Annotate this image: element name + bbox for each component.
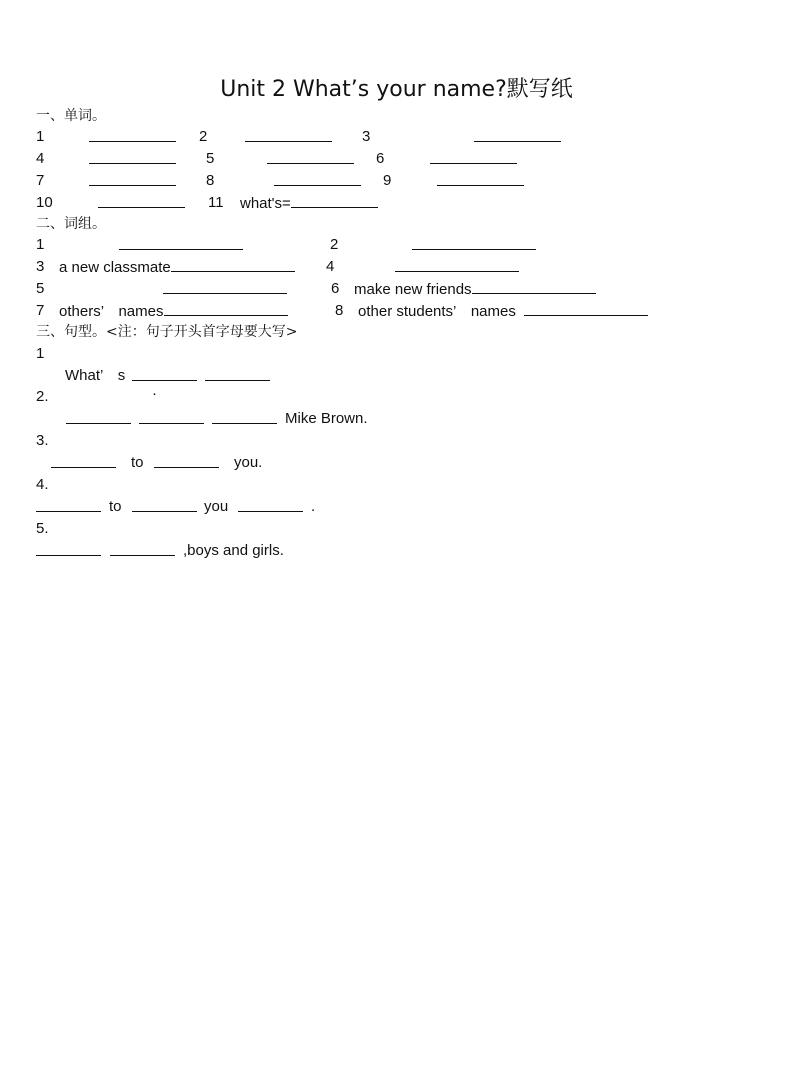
phrases-row-1 [36,235,756,255]
sentence-number: 1 [36,345,45,362]
answer-blank[interactable] [164,301,288,316]
item-number: 11 [208,194,224,211]
sentence-number: 3. [36,432,49,449]
item-number: 7 [36,302,45,319]
sentence-text: Mike Brown. [285,410,368,427]
answer-blank[interactable] [132,366,197,381]
sentence-text: you. [234,454,263,471]
answer-blank[interactable] [395,257,519,272]
answer-blank[interactable] [205,366,270,381]
sentence-1 [36,366,756,386]
sentence-text: What’ s [65,367,126,384]
item-text: a new classmate [59,259,171,276]
sentence-4 [36,497,756,517]
answer-blank[interactable] [524,301,648,316]
answer-blank[interactable] [98,193,185,208]
item-number: 6 [376,150,385,167]
answer-blank[interactable] [274,171,361,186]
item-number: 3 [36,258,45,275]
answer-blank[interactable] [437,171,524,186]
answer-blank[interactable] [89,127,176,142]
answer-blank[interactable] [472,279,596,294]
answer-blank[interactable] [412,235,536,250]
sentence-2 [36,409,756,429]
words-row-3 [36,171,756,191]
sentence-number: 5. [36,520,49,537]
sentence-text: you [204,498,229,515]
answer-blank[interactable] [51,453,116,468]
answer-blank[interactable] [430,149,517,164]
words-row-2 [36,149,756,169]
answer-blank[interactable] [119,235,243,250]
answer-blank[interactable] [132,497,197,512]
item-number: 6 [331,280,340,297]
item-number: 9 [383,172,392,189]
sentence-3 [36,453,756,473]
answer-blank[interactable] [267,149,354,164]
words-row-4 [36,193,756,213]
sentence-text: to [131,454,144,471]
item-text: other students’ names [358,303,516,320]
item-number: 1 [36,128,45,145]
answer-blank[interactable] [36,497,101,512]
item-text: make new friends [354,281,472,298]
sentence-text: to [109,498,122,515]
sentence-text: . [311,498,316,515]
item-number: 2 [199,128,208,145]
item-number: 2 [330,236,339,253]
section-heading-phrases: 二、词组。 [36,216,106,232]
stray-dot: · [152,385,157,402]
sentence-5 [36,541,756,561]
item-number: 4 [326,258,335,275]
item-text: what's= [240,195,291,212]
page-title: Unit 2 What’s your name?默写纸 [220,77,573,102]
answer-blank[interactable] [474,127,561,142]
item-number: 5 [36,280,45,297]
phrases-row-3 [36,279,756,299]
item-number: 10 [36,194,53,211]
answer-blank[interactable] [89,171,176,186]
sentence-number: 2. [36,388,49,405]
answer-blank[interactable] [171,257,295,272]
sentence-2-number-row [36,387,756,407]
item-text: others’ names [59,303,164,320]
item-number: 3 [362,128,371,145]
answer-blank[interactable] [245,127,332,142]
section-heading-sentences: 三、句型。<注：句子开头首字母要大写> [36,324,298,340]
answer-blank[interactable] [110,541,175,556]
item-number: 8 [335,302,344,319]
answer-blank[interactable] [154,453,219,468]
item-number: 1 [36,236,45,253]
item-number: 8 [206,172,215,189]
item-number: 4 [36,150,45,167]
answer-blank[interactable] [163,279,287,294]
answer-blank[interactable] [238,497,303,512]
phrases-row-2 [36,257,756,277]
item-number: 7 [36,172,45,189]
answer-blank[interactable] [291,193,378,208]
answer-blank[interactable] [139,409,204,424]
answer-blank[interactable] [66,409,131,424]
sentence-number: 4. [36,476,49,493]
phrases-row-4 [36,301,756,321]
section-heading-words: 一、单词。 [36,108,106,124]
sentence-text: ,boys and girls. [183,542,284,559]
answer-blank[interactable] [36,541,101,556]
answer-blank[interactable] [212,409,277,424]
item-number: 5 [206,150,215,167]
answer-blank[interactable] [89,149,176,164]
words-row-1 [36,127,756,147]
